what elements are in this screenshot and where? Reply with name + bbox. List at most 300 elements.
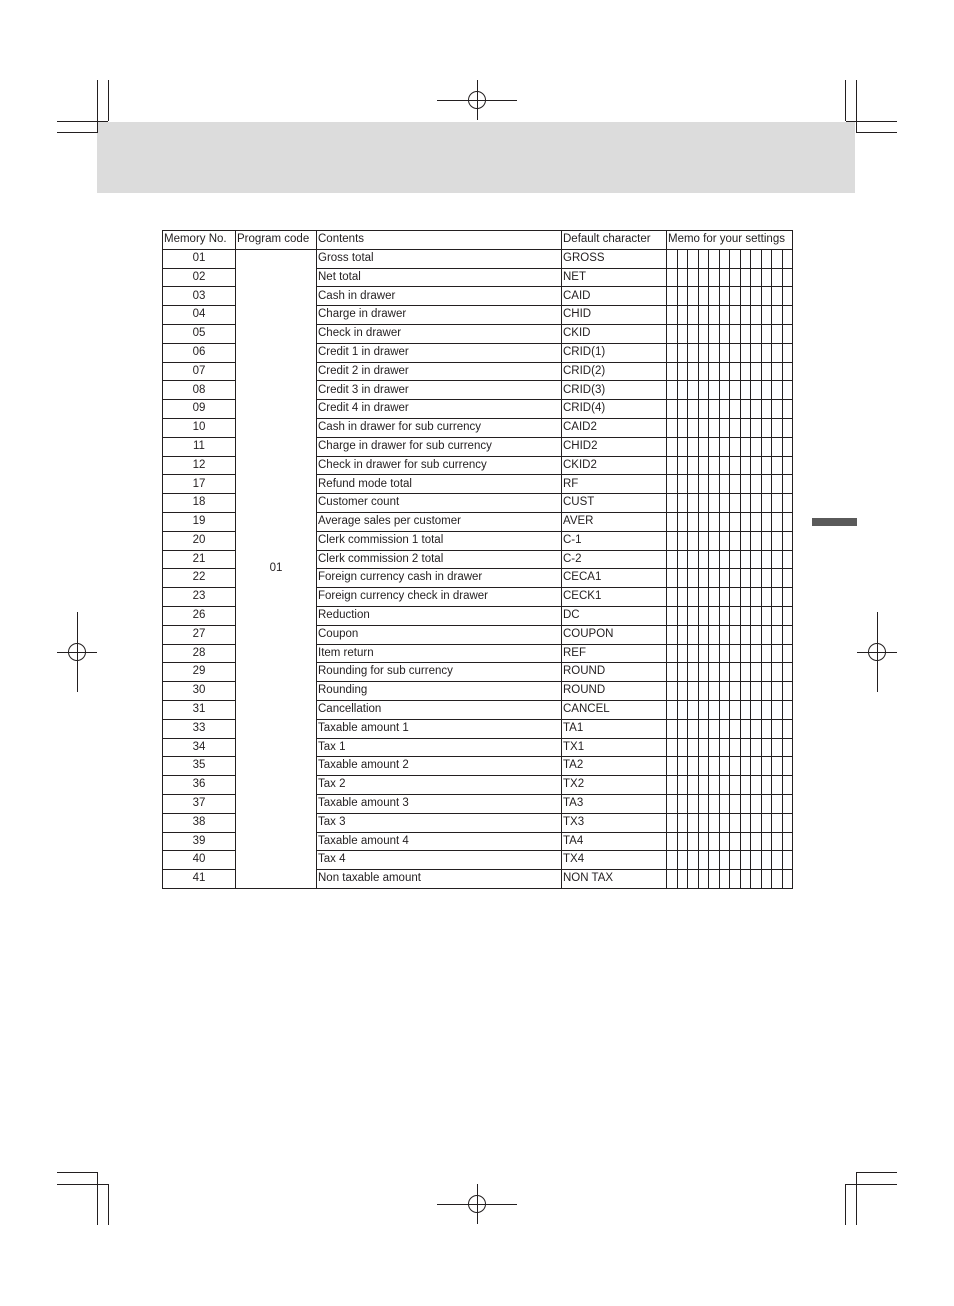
memo-box[interactable] — [740, 400, 751, 419]
memo-box[interactable] — [740, 832, 751, 851]
memo-box[interactable] — [772, 287, 783, 306]
memo-box[interactable] — [677, 531, 688, 550]
memo-box[interactable] — [688, 494, 699, 513]
memo-box[interactable] — [772, 249, 783, 268]
memo-box[interactable] — [740, 362, 751, 381]
memo-box[interactable] — [688, 870, 699, 889]
memo-box[interactable] — [730, 682, 741, 701]
memo-box[interactable] — [677, 381, 688, 400]
memo-box[interactable] — [677, 249, 688, 268]
memo-box[interactable] — [751, 343, 762, 362]
memo-box[interactable] — [698, 287, 709, 306]
memo-box[interactable] — [698, 418, 709, 437]
memo-box[interactable] — [782, 569, 793, 588]
memo-box[interactable] — [772, 324, 783, 343]
memo-box[interactable] — [751, 738, 762, 757]
memo-box[interactable] — [709, 343, 720, 362]
memo-box[interactable] — [677, 418, 688, 437]
memo-box[interactable] — [709, 362, 720, 381]
memo-box[interactable] — [709, 757, 720, 776]
memo-box[interactable] — [677, 362, 688, 381]
memo-box[interactable] — [677, 794, 688, 813]
memo-box[interactable] — [688, 682, 699, 701]
memo-box[interactable] — [709, 794, 720, 813]
memo-box[interactable] — [719, 249, 730, 268]
memo-box[interactable] — [688, 456, 699, 475]
memo-box[interactable] — [667, 324, 678, 343]
memo-box[interactable] — [772, 851, 783, 870]
memo-box[interactable] — [761, 644, 772, 663]
memo-box[interactable] — [761, 494, 772, 513]
memo-box[interactable] — [719, 794, 730, 813]
memo-box[interactable] — [772, 306, 783, 325]
memo-box[interactable] — [667, 663, 678, 682]
memo-box[interactable] — [677, 569, 688, 588]
memo-box[interactable] — [667, 475, 678, 494]
memo-box[interactable] — [667, 588, 678, 607]
memo-box[interactable] — [667, 625, 678, 644]
memo-box[interactable] — [772, 475, 783, 494]
memo-box[interactable] — [761, 362, 772, 381]
memo-box[interactable] — [719, 719, 730, 738]
memo-box[interactable] — [709, 381, 720, 400]
memo-box[interactable] — [740, 776, 751, 795]
memo-box[interactable] — [761, 776, 772, 795]
memo-box[interactable] — [677, 494, 688, 513]
memo-box[interactable] — [719, 381, 730, 400]
memo-box[interactable] — [677, 700, 688, 719]
memo-box[interactable] — [730, 719, 741, 738]
memo-box[interactable] — [761, 757, 772, 776]
memo-box[interactable] — [688, 794, 699, 813]
memo-box[interactable] — [709, 588, 720, 607]
memo-box[interactable] — [698, 644, 709, 663]
memo-box[interactable] — [719, 776, 730, 795]
memo-box[interactable] — [740, 719, 751, 738]
memo-box[interactable] — [677, 663, 688, 682]
memo-box[interactable] — [667, 531, 678, 550]
memo-box[interactable] — [730, 249, 741, 268]
memo-box[interactable] — [688, 306, 699, 325]
memo-box[interactable] — [719, 644, 730, 663]
memo-box[interactable] — [667, 682, 678, 701]
memo-box[interactable] — [667, 550, 678, 569]
memo-box[interactable] — [740, 794, 751, 813]
memo-box[interactable] — [761, 682, 772, 701]
memo-box[interactable] — [730, 418, 741, 437]
memo-box[interactable] — [677, 682, 688, 701]
memo-box[interactable] — [677, 400, 688, 419]
memo-box[interactable] — [740, 663, 751, 682]
memo-box[interactable] — [677, 832, 688, 851]
memo-box[interactable] — [698, 268, 709, 287]
memo-box[interactable] — [709, 550, 720, 569]
memo-box[interactable] — [761, 738, 772, 757]
memo-box[interactable] — [772, 625, 783, 644]
memo-box[interactable] — [709, 324, 720, 343]
memo-box[interactable] — [709, 832, 720, 851]
memo-box[interactable] — [698, 531, 709, 550]
memo-box[interactable] — [782, 663, 793, 682]
memo-box[interactable] — [772, 550, 783, 569]
memo-box[interactable] — [782, 381, 793, 400]
memo-box[interactable] — [709, 268, 720, 287]
memo-box[interactable] — [730, 606, 741, 625]
memo-box[interactable] — [667, 644, 678, 663]
memo-box[interactable] — [688, 362, 699, 381]
memo-box[interactable] — [698, 738, 709, 757]
memo-box[interactable] — [740, 306, 751, 325]
memo-box[interactable] — [730, 794, 741, 813]
memo-box[interactable] — [751, 400, 762, 419]
memo-box[interactable] — [677, 738, 688, 757]
memo-box[interactable] — [698, 381, 709, 400]
memo-box[interactable] — [688, 625, 699, 644]
memo-box[interactable] — [751, 851, 762, 870]
memo-box[interactable] — [677, 287, 688, 306]
memo-box[interactable] — [740, 287, 751, 306]
memo-box[interactable] — [751, 832, 762, 851]
memo-box[interactable] — [730, 813, 741, 832]
memo-box[interactable] — [761, 832, 772, 851]
memo-box[interactable] — [740, 644, 751, 663]
memo-box[interactable] — [761, 343, 772, 362]
memo-box[interactable] — [688, 400, 699, 419]
memo-box[interactable] — [772, 719, 783, 738]
memo-box[interactable] — [740, 531, 751, 550]
memo-box[interactable] — [719, 738, 730, 757]
memo-box[interactable] — [751, 287, 762, 306]
memo-box[interactable] — [719, 418, 730, 437]
memo-box[interactable] — [688, 418, 699, 437]
memo-box[interactable] — [677, 776, 688, 795]
memo-box[interactable] — [751, 757, 762, 776]
memo-box[interactable] — [740, 870, 751, 889]
memo-box[interactable] — [772, 381, 783, 400]
memo-box[interactable] — [761, 625, 772, 644]
memo-box[interactable] — [709, 606, 720, 625]
memo-box[interactable] — [709, 644, 720, 663]
memo-box[interactable] — [709, 682, 720, 701]
memo-box[interactable] — [719, 268, 730, 287]
memo-box[interactable] — [782, 306, 793, 325]
memo-box[interactable] — [698, 550, 709, 569]
memo-box[interactable] — [677, 456, 688, 475]
memo-box[interactable] — [698, 588, 709, 607]
memo-box[interactable] — [719, 306, 730, 325]
memo-box[interactable] — [772, 588, 783, 607]
memo-box[interactable] — [740, 512, 751, 531]
memo-box[interactable] — [698, 475, 709, 494]
memo-box[interactable] — [772, 569, 783, 588]
memo-box[interactable] — [677, 813, 688, 832]
memo-box[interactable] — [782, 719, 793, 738]
memo-box[interactable] — [761, 287, 772, 306]
memo-box[interactable] — [740, 813, 751, 832]
memo-box[interactable] — [667, 606, 678, 625]
memo-box[interactable] — [688, 832, 699, 851]
memo-box[interactable] — [698, 870, 709, 889]
memo-box[interactable] — [730, 588, 741, 607]
memo-box[interactable] — [772, 494, 783, 513]
memo-box[interactable] — [772, 870, 783, 889]
memo-box[interactable] — [719, 606, 730, 625]
memo-box[interactable] — [730, 644, 741, 663]
memo-box[interactable] — [667, 456, 678, 475]
memo-box[interactable] — [667, 437, 678, 456]
memo-box[interactable] — [677, 343, 688, 362]
memo-box[interactable] — [751, 569, 762, 588]
memo-box[interactable] — [730, 343, 741, 362]
memo-box[interactable] — [719, 400, 730, 419]
memo-box[interactable] — [751, 475, 762, 494]
memo-box[interactable] — [740, 851, 751, 870]
memo-box[interactable] — [782, 456, 793, 475]
memo-box[interactable] — [761, 813, 772, 832]
memo-box[interactable] — [709, 851, 720, 870]
memo-box[interactable] — [730, 381, 741, 400]
memo-box[interactable] — [730, 456, 741, 475]
memo-box[interactable] — [677, 870, 688, 889]
memo-box[interactable] — [688, 569, 699, 588]
memo-box[interactable] — [677, 512, 688, 531]
memo-box[interactable] — [667, 719, 678, 738]
memo-box[interactable] — [761, 400, 772, 419]
memo-box[interactable] — [730, 494, 741, 513]
memo-box[interactable] — [677, 625, 688, 644]
memo-box[interactable] — [688, 512, 699, 531]
memo-box[interactable] — [688, 381, 699, 400]
memo-box[interactable] — [740, 606, 751, 625]
memo-box[interactable] — [677, 306, 688, 325]
memo-box[interactable] — [751, 870, 762, 889]
memo-box[interactable] — [782, 418, 793, 437]
memo-box[interactable] — [667, 794, 678, 813]
memo-box[interactable] — [751, 381, 762, 400]
memo-box[interactable] — [719, 569, 730, 588]
memo-box[interactable] — [761, 268, 772, 287]
memo-box[interactable] — [667, 851, 678, 870]
memo-box[interactable] — [782, 851, 793, 870]
memo-box[interactable] — [719, 851, 730, 870]
memo-box[interactable] — [782, 287, 793, 306]
memo-box[interactable] — [740, 625, 751, 644]
memo-box[interactable] — [688, 663, 699, 682]
memo-box[interactable] — [772, 343, 783, 362]
memo-box[interactable] — [677, 644, 688, 663]
memo-box[interactable] — [667, 776, 678, 795]
memo-box[interactable] — [751, 719, 762, 738]
memo-box[interactable] — [751, 494, 762, 513]
memo-box[interactable] — [709, 776, 720, 795]
memo-box[interactable] — [677, 437, 688, 456]
memo-box[interactable] — [761, 663, 772, 682]
memo-box[interactable] — [740, 343, 751, 362]
memo-box[interactable] — [698, 606, 709, 625]
memo-box[interactable] — [740, 437, 751, 456]
memo-box[interactable] — [719, 813, 730, 832]
memo-box[interactable] — [772, 418, 783, 437]
memo-box[interactable] — [719, 870, 730, 889]
memo-box[interactable] — [698, 832, 709, 851]
memo-box[interactable] — [761, 324, 772, 343]
memo-box[interactable] — [719, 362, 730, 381]
memo-box[interactable] — [761, 588, 772, 607]
memo-box[interactable] — [719, 663, 730, 682]
memo-box[interactable] — [730, 306, 741, 325]
memo-box[interactable] — [761, 249, 772, 268]
memo-box[interactable] — [698, 776, 709, 795]
memo-box[interactable] — [719, 494, 730, 513]
memo-box[interactable] — [772, 700, 783, 719]
memo-box[interactable] — [772, 738, 783, 757]
memo-box[interactable] — [698, 719, 709, 738]
memo-box[interactable] — [667, 381, 678, 400]
memo-box[interactable] — [667, 343, 678, 362]
memo-box[interactable] — [772, 531, 783, 550]
memo-box[interactable] — [677, 757, 688, 776]
memo-box[interactable] — [761, 719, 772, 738]
memo-box[interactable] — [761, 606, 772, 625]
memo-box[interactable] — [698, 700, 709, 719]
memo-box[interactable] — [772, 362, 783, 381]
memo-box[interactable] — [782, 400, 793, 419]
memo-box[interactable] — [751, 776, 762, 795]
memo-box[interactable] — [761, 475, 772, 494]
memo-box[interactable] — [719, 437, 730, 456]
memo-box[interactable] — [782, 700, 793, 719]
memo-box[interactable] — [709, 249, 720, 268]
memo-box[interactable] — [719, 287, 730, 306]
memo-box[interactable] — [719, 324, 730, 343]
memo-box[interactable] — [782, 550, 793, 569]
memo-box[interactable] — [667, 418, 678, 437]
memo-box[interactable] — [782, 625, 793, 644]
memo-box[interactable] — [751, 437, 762, 456]
memo-box[interactable] — [761, 794, 772, 813]
memo-box[interactable] — [698, 794, 709, 813]
memo-box[interactable] — [698, 400, 709, 419]
memo-box[interactable] — [719, 512, 730, 531]
memo-box[interactable] — [782, 512, 793, 531]
memo-box[interactable] — [730, 663, 741, 682]
memo-box[interactable] — [698, 757, 709, 776]
memo-box[interactable] — [782, 588, 793, 607]
memo-box[interactable] — [782, 832, 793, 851]
memo-box[interactable] — [667, 569, 678, 588]
memo-box[interactable] — [782, 644, 793, 663]
memo-box[interactable] — [698, 569, 709, 588]
memo-box[interactable] — [782, 343, 793, 362]
memo-box[interactable] — [677, 851, 688, 870]
memo-box[interactable] — [719, 588, 730, 607]
memo-box[interactable] — [667, 400, 678, 419]
memo-box[interactable] — [698, 512, 709, 531]
memo-box[interactable] — [751, 663, 762, 682]
memo-box[interactable] — [667, 494, 678, 513]
memo-box[interactable] — [761, 456, 772, 475]
memo-box[interactable] — [772, 776, 783, 795]
memo-box[interactable] — [730, 757, 741, 776]
memo-box[interactable] — [719, 682, 730, 701]
memo-box[interactable] — [740, 249, 751, 268]
memo-box[interactable] — [740, 569, 751, 588]
memo-box[interactable] — [698, 249, 709, 268]
memo-box[interactable] — [667, 268, 678, 287]
memo-box[interactable] — [761, 531, 772, 550]
memo-box[interactable] — [772, 682, 783, 701]
memo-box[interactable] — [740, 550, 751, 569]
memo-box[interactable] — [667, 287, 678, 306]
memo-box[interactable] — [772, 400, 783, 419]
memo-box[interactable] — [688, 606, 699, 625]
memo-box[interactable] — [667, 757, 678, 776]
memo-box[interactable] — [709, 870, 720, 889]
memo-box[interactable] — [782, 757, 793, 776]
memo-box[interactable] — [730, 776, 741, 795]
memo-box[interactable] — [688, 249, 699, 268]
memo-box[interactable] — [719, 625, 730, 644]
memo-box[interactable] — [709, 400, 720, 419]
memo-box[interactable] — [709, 569, 720, 588]
memo-box[interactable] — [677, 324, 688, 343]
memo-box[interactable] — [740, 456, 751, 475]
memo-box[interactable] — [688, 738, 699, 757]
memo-box[interactable] — [761, 700, 772, 719]
memo-box[interactable] — [688, 851, 699, 870]
memo-box[interactable] — [677, 550, 688, 569]
memo-box[interactable] — [740, 682, 751, 701]
memo-box[interactable] — [730, 738, 741, 757]
memo-box[interactable] — [698, 851, 709, 870]
memo-box[interactable] — [782, 794, 793, 813]
memo-box[interactable] — [782, 494, 793, 513]
memo-box[interactable] — [667, 249, 678, 268]
memo-box[interactable] — [667, 832, 678, 851]
memo-box[interactable] — [761, 437, 772, 456]
memo-box[interactable] — [709, 738, 720, 757]
memo-box[interactable] — [782, 682, 793, 701]
memo-box[interactable] — [667, 700, 678, 719]
memo-box[interactable] — [709, 663, 720, 682]
memo-box[interactable] — [719, 832, 730, 851]
memo-box[interactable] — [709, 456, 720, 475]
memo-box[interactable] — [740, 738, 751, 757]
memo-box[interactable] — [740, 268, 751, 287]
memo-box[interactable] — [698, 625, 709, 644]
memo-box[interactable] — [751, 682, 762, 701]
memo-box[interactable] — [772, 512, 783, 531]
memo-box[interactable] — [751, 456, 762, 475]
memo-box[interactable] — [772, 794, 783, 813]
memo-box[interactable] — [698, 682, 709, 701]
memo-box[interactable] — [719, 757, 730, 776]
memo-box[interactable] — [709, 512, 720, 531]
memo-box[interactable] — [688, 324, 699, 343]
memo-box[interactable] — [772, 456, 783, 475]
memo-box[interactable] — [698, 343, 709, 362]
memo-box[interactable] — [772, 606, 783, 625]
memo-box[interactable] — [730, 437, 741, 456]
memo-box[interactable] — [688, 437, 699, 456]
memo-box[interactable] — [782, 268, 793, 287]
memo-box[interactable] — [782, 813, 793, 832]
memo-box[interactable] — [761, 851, 772, 870]
memo-box[interactable] — [782, 437, 793, 456]
memo-box[interactable] — [667, 512, 678, 531]
memo-box[interactable] — [698, 362, 709, 381]
memo-box[interactable] — [751, 700, 762, 719]
